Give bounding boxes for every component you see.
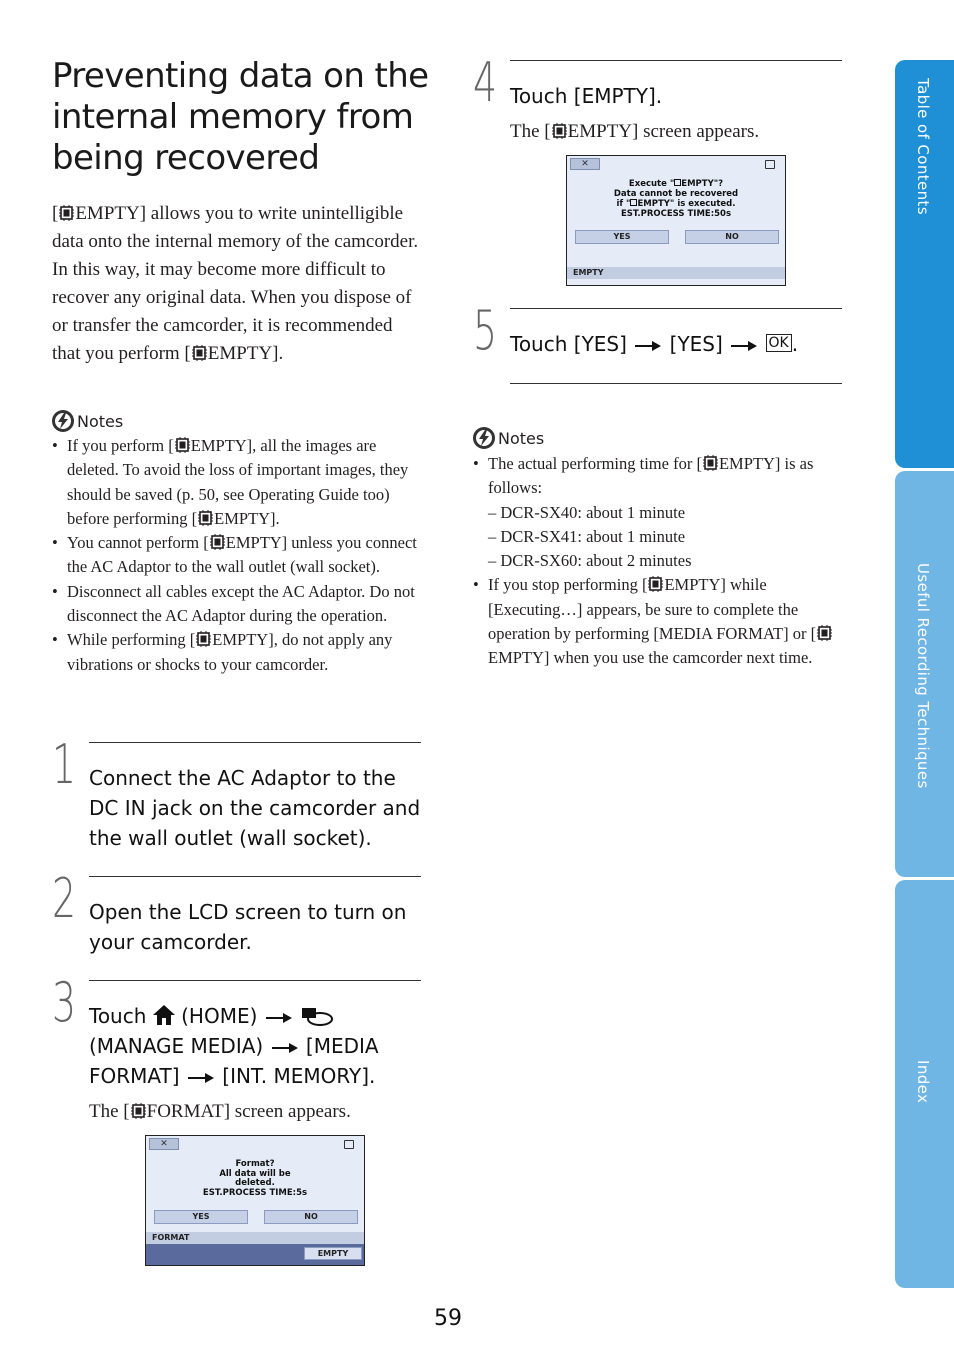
arrow-right-icon xyxy=(272,1043,298,1053)
close-icon: ✕ xyxy=(149,1138,179,1150)
notes-heading-right: Notes xyxy=(473,427,544,449)
step-text: Touch [EMPTY]. xyxy=(510,84,663,108)
internal-memory-icon xyxy=(703,455,718,471)
tab-useful-recording-techniques[interactable]: Useful Recording Techniques xyxy=(895,471,954,877)
step-number: 3 xyxy=(52,971,77,1034)
notes-list-left xyxy=(52,434,420,677)
memory-chip-icon xyxy=(765,160,775,169)
yes-button: YES xyxy=(154,1210,248,1224)
step-number: 2 xyxy=(52,867,77,930)
internal-memory-icon xyxy=(552,123,567,139)
page-number: 59 xyxy=(434,1306,462,1331)
intro-paragraph: [ EMPTY] allows you to write unintelligible data onto the internal memory of the camcorder. In this way, it may become more difficult to recover any original data. When you dispose of or transfer the camcorder, it is recommended that you perform [ EMPTY]. xyxy=(52,203,419,364)
internal-memory-icon xyxy=(192,345,207,361)
internal-memory-icon xyxy=(131,1103,146,1119)
step-text: Touch [YES] [YES] OK . xyxy=(510,332,799,356)
yes-button: YES xyxy=(575,230,669,244)
arrow-right-icon xyxy=(266,1013,292,1023)
close-icon: ✕ xyxy=(570,158,600,170)
step-text: Connect the AC Adaptor to the DC IN jack on the camcorder and the wall outlet (wall socket). xyxy=(89,766,421,850)
empty-screen-image xyxy=(566,155,786,286)
screen-message: Execute " EMPTY"? Data cannot be recovered if " EMPTY" is executed. EST.PROCESS TIME:50s xyxy=(613,179,739,219)
home-icon xyxy=(153,1005,175,1025)
notes-icon xyxy=(473,427,495,449)
ok-button-icon: OK xyxy=(766,334,792,352)
screen-footer-bar: EMPTY xyxy=(567,267,785,279)
step-text: Touch (HOME) (MANAGE MEDIA) [MEDIA FORMAT] [INT. MEMORY]. xyxy=(89,1004,379,1088)
list-item: • If you perform [ EMPTY], all the images are deleted. To avoid the loss of important images, they should be saved (p. 50, see Operating Guide too) before performing [ EMPTY]. xyxy=(52,434,420,531)
list-item: • Disconnect all cables except the AC Adaptor. Do not disconnect the AC Adaptor during the operation. xyxy=(52,580,420,629)
notes-heading-left: Notes xyxy=(52,410,123,432)
list-item: • While performing [ EMPTY], do not apply any vibrations or shocks to your camcorder. xyxy=(52,628,420,677)
step-number: 4 xyxy=(473,51,498,114)
list-item: • You cannot perform [ EMPTY] unless you connect the AC Adaptor to the wall outlet (wall socket). xyxy=(52,531,420,580)
arrow-right-icon xyxy=(635,341,661,351)
format-screen-image xyxy=(145,1135,365,1266)
internal-memory-icon xyxy=(59,205,74,221)
list-item: • If you stop performing [ EMPTY] while [Executing…] appears, be sure to complete the operation by performing [MEDIA FORMAT] or [EMPTY] when you use the camcorder next time. xyxy=(473,573,838,670)
list-item: • The actual performing time for [ EMPTY] is as follows: – DCR-SX40: about 1 minute – DCR-SX41: about 1 minute – DCR-SX60: about 2 minutes xyxy=(473,452,838,573)
step-text: Open the LCD screen to turn on your camcorder. xyxy=(89,900,407,954)
internal-memory-icon xyxy=(817,625,832,641)
no-button: NO xyxy=(264,1210,358,1224)
empty-button: EMPTY xyxy=(304,1247,362,1260)
no-button: NO xyxy=(685,230,779,244)
step-result-text: The [ FORMAT] screen appears. xyxy=(89,1101,351,1122)
memory-chip-icon xyxy=(344,1140,354,1149)
internal-memory-icon xyxy=(196,631,211,647)
internal-memory-icon xyxy=(198,510,213,526)
manage-media-icon xyxy=(300,1006,334,1026)
screen-footer-bar: FORMAT xyxy=(146,1232,364,1244)
step-result-text: The [ EMPTY] screen appears. xyxy=(510,121,760,142)
arrow-right-icon xyxy=(731,341,757,351)
notes-list-right xyxy=(473,452,838,671)
internal-memory-icon xyxy=(210,534,225,550)
page-title: Preventing data on the internal memory from being recovered xyxy=(52,56,429,178)
step-number: 5 xyxy=(473,299,498,362)
screen-message: Format? All data will be deleted. EST.PROCESS TIME:5s xyxy=(202,1159,308,1198)
arrow-right-icon xyxy=(188,1073,214,1083)
internal-memory-icon xyxy=(175,437,190,453)
notes-icon xyxy=(52,410,74,432)
tab-table-of-contents[interactable]: Table of Contents xyxy=(895,60,954,468)
step-number: 1 xyxy=(52,733,77,796)
tab-index[interactable]: Index xyxy=(895,880,954,1288)
internal-memory-icon xyxy=(648,576,663,592)
